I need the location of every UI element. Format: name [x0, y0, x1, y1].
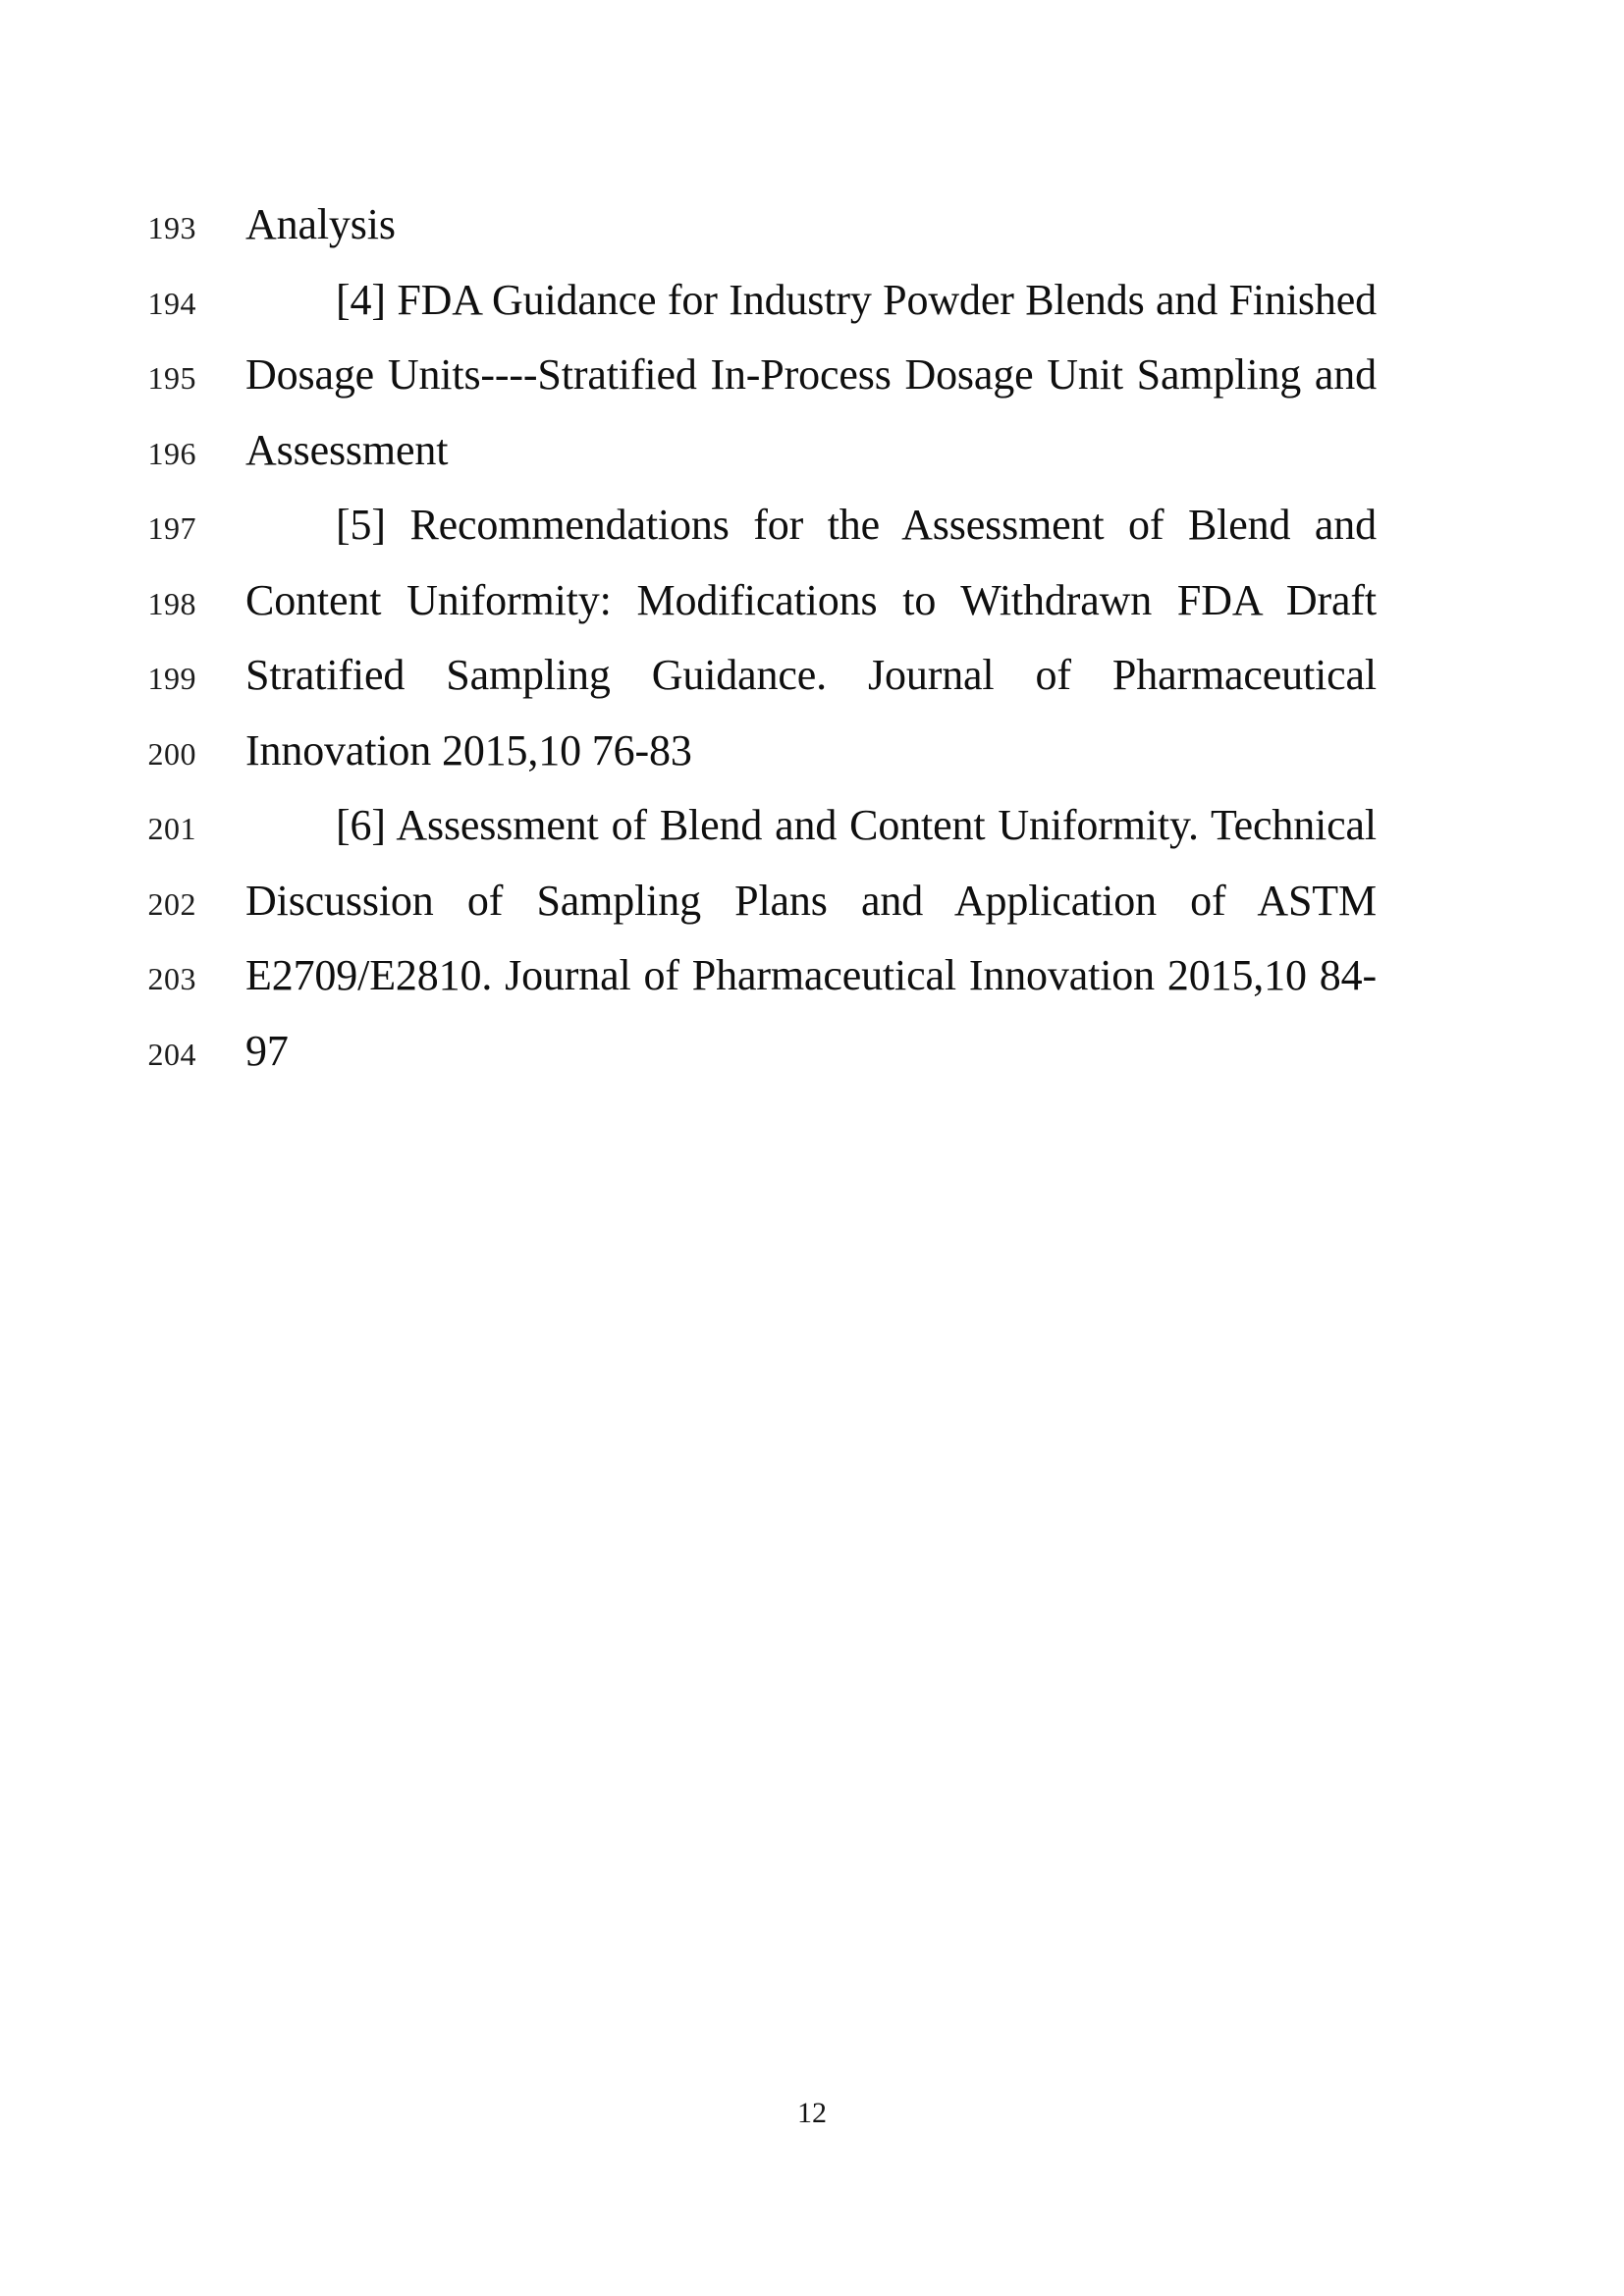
line-number: 198 [147, 585, 196, 621]
line-text: E2709/E2810. Journal of Pharmaceutical Innovation 2015,10 84- [245, 951, 1377, 999]
line-row [0, 788, 1624, 864]
line-row [0, 1014, 1624, 1090]
line-row [0, 714, 1624, 789]
line-number: 204 [147, 1036, 196, 1072]
line-row [0, 338, 1624, 413]
line-number: 200 [147, 735, 196, 772]
line-row [0, 488, 1624, 563]
line-text: Analysis [245, 200, 396, 248]
line-text: [4] FDA Guidance for Industry Powder Blends and Finished [336, 275, 1377, 324]
line-text: Assessment [245, 425, 449, 474]
line-number: 195 [147, 360, 196, 396]
line-text: Innovation 2015,10 76-83 [245, 725, 692, 774]
line-number: 202 [147, 885, 196, 922]
line-row [0, 938, 1624, 1014]
manuscript-lines [0, 187, 1624, 1089]
line-text: Dosage Units----Stratified In-Process Dosage Unit Sampling and [245, 350, 1377, 399]
line-text: Content Uniformity: Modifications to Withdrawn FDA Draft [245, 575, 1377, 624]
line-number: 194 [147, 285, 196, 321]
line-row [0, 187, 1624, 263]
line-row [0, 638, 1624, 714]
line-number: 196 [147, 435, 196, 471]
line-number: 203 [147, 961, 196, 996]
page-number: 12 [797, 2097, 827, 2129]
line-text: [5] Recommendations for the Assessment of Blend and [336, 501, 1377, 549]
line-number: 193 [147, 210, 196, 245]
line-row [0, 263, 1624, 339]
line-text: 97 [245, 1026, 289, 1075]
line-row [0, 563, 1624, 639]
line-text: Discussion of Sampling Plans and Application of ASTM [245, 876, 1377, 925]
line-number: 199 [147, 661, 196, 696]
line-text: Stratified Sampling Guidance. Journal of Pharmaceutical [245, 651, 1377, 699]
line-text: [6] Assessment of Blend and Content Uniformity. Technical [336, 801, 1377, 849]
line-number: 197 [147, 510, 196, 546]
line-row [0, 413, 1624, 489]
line-number: 201 [147, 811, 196, 846]
line-row [0, 864, 1624, 939]
